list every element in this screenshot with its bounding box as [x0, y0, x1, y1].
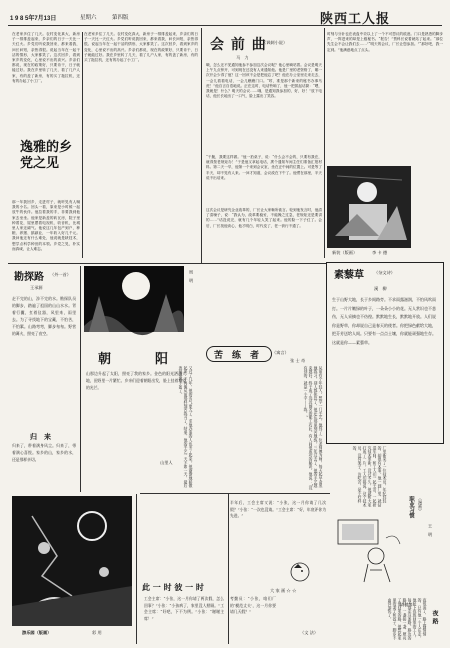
main-story-text: 哦，怎么还不见通知他参不参加这次会议呢？他心里嘀咕着。会议是明天上午九点钟开，可到现在还没有人来通知他。他是厂里的老资格了，哪一次开会少得了他？这一回该不会是把他忘了吧？他在办公室里走来走去，一会儿看看电话，一会儿瞧瞧门口。“哼，准是那个新来的秘书办事马虎！”他自言自语地说。正在这时，电话铃响了，他一把抓起话筒：“喂，我就是！什么？明天的会议……哦，是通知我参加的，好，好！”放下电话，他长长地出了一口气，脸上露出了笑容。	[206, 63, 322, 99]
poem-box-text: 生于山野大地，长于乡间路旁。不求雨露滋润，不怕风吹雨打。一片片嫩绿的叶子，一朵朵小小的花。无人赏识也不悲伤，无人采摘也不彷徨。默默地生长，默默地开放。人们说你是野草，你却说自己是春天的使者。你把绿色献给大地，把芬芳送给人间。只要有一点点土壤，你就能顽强地生存。这就是你——素藜草。	[332, 297, 436, 345]
bottom-section-rule	[140, 493, 330, 494]
lower-divider-3	[228, 494, 229, 644]
lower-divider-2	[136, 494, 137, 644]
main-story-genre: （讽刺小说）	[262, 40, 288, 45]
cartoon-caption: 请稍等！	[400, 602, 417, 607]
main-story-author: 马 力	[236, 55, 249, 60]
kuilianzhe-title: 苦 练 者	[214, 351, 260, 361]
col1-intro-text: 在老家多住了几天。农村变化真大，新房子一排排盖起来，乡亲们的日子一天比一天红火。乡党们听说我回来，都来看我，问长问短，亲热得很。说起当年在一起干活的情形，大家都笑了。这次回乡，看到家乡的变化，心里说不出的高兴。乡亲们都说，现在的政策好，只要肯干，日子就能过好。我在乡里转了几天，看了几户人家，有的盖了新房，有的买了拖拉机，还有的办起了小工厂。	[12, 32, 80, 83]
playground-woodcut-drawing	[12, 496, 132, 626]
wanderer-author: 王承源	[30, 285, 43, 290]
woodcut-playground-image	[12, 496, 132, 626]
col1-story-title: 逸雅的乡党之见	[20, 140, 73, 171]
main-story-text-3: 这次会议是研究企业改革的，厂长让大家畅所欲言。轮到他发言时，他清了清嗓子，说：“我认为，改革要稳妥，不能操之过急，老规矩还是要讲的……”话没说完，就有几个年轻人笑了起来。他的脸一下子红了。会后，厂长找他谈心，他才明白，时代变了，老一套行不通了。	[206, 208, 322, 228]
bottom-cartoon-image	[276, 560, 324, 586]
bottom-story-text: 工会主席：“小张，这一月你请了两次假，怎么回事？”小张：“小孩病了，家里没人照顾。”工会主席：“好吧，下不为例。”小张：“谢谢主席！”	[144, 596, 224, 621]
col1-story-text-b: 在老家多住了几天。农村变化真大，新房子一排排盖起来，乡亲们的日子一天比一天红火。乡党们听说我回来，都来看我，问长问短，亲热得很。说起当年在一起干活的情形，大家都笑了。这次回乡，看到家乡的变化，心里说不出的高兴。乡亲们都说，现在的政策好，只要肯干，日子就能过好。我在乡里转了几天，看了几户人家，有的盖了新房，有的买了拖拉机，还有的办起了小工厂。	[84, 32, 198, 63]
wanderer-sub-title: 归 来	[30, 432, 51, 441]
vertical-story-text: 厂里新来了一位技术员，年纪轻轻的，却很有本事。他一到厂里，就钻进车间，和工人们一起干活，一起研究技术革新。没过多久，他就和大家打成了一片。工人们都说，这个技术员，没有架子，肯吃苦，是个好样的。	[353, 446, 388, 507]
zhaoyang-photo-caption: 山里人	[160, 460, 173, 465]
main-story-text-2: “干脆，我要这样做。”他一拍桌子，说：“什么会不会的，只要有我在，就得按老规矩办！”于是他又拿起电话，挨个通知车间主任们准备汇报材料。第二天一早，他第一个来到会议室，坐在正中间的位置上。可是等了半天，却不见有人来。一问才知道，会议改在下午了。他愣在那里，半天说不出话来。	[206, 155, 322, 180]
cartoon-drawing	[334, 518, 404, 584]
main-story-photo-author: 李 卡 德	[372, 250, 388, 255]
bottom-right-text: 夜很深了，路上静悄悄的，只有他一个人在走。他是下夜班回家的工人，每天都走这条路。路边的路灯，一盏接一盏，照亮了他回家的路。他想起家里的妻子和孩子，脚步不由得加快了。	[388, 598, 428, 640]
wanderer-subtitle: （外一首）	[50, 272, 71, 277]
zhaoyang-author: 周 明	[189, 270, 194, 283]
woodcut-caption-title: 游乐园（版画）	[22, 630, 52, 635]
cartoon-author: 王 明	[428, 524, 433, 537]
masthead-paper-name: 陕西工人报	[320, 12, 391, 27]
right-top-text: 时刻与分针也在表盘中央以上了一个不可思议的痕迹。门口是熟悉的脚步声，一阵进来的却是上级秘书。“报告！”贾科长说着就站了起来。“那位先生会不会让我们去……”“明天的会议，厂长让您参加。”“那好吧，我一定到。”他满意地点了点头。	[327, 32, 443, 52]
top-section-rule	[8, 263, 326, 264]
bottom-right-title: 夜 路	[431, 610, 438, 625]
wanderer-title: 勘探路	[14, 272, 44, 283]
cartoon-image	[334, 518, 404, 584]
masthead-rule	[8, 25, 442, 26]
poem-box-genre: （杂文诗）	[374, 270, 395, 275]
bottom-story-text-2: 半年后，工会主席又说：“小张，这一月你请了几次假？”小张：“一次也没请。”工会主席：“好，年底评你为先进。”	[230, 500, 326, 518]
masthead-date: 1 9 8 5年7月13日	[10, 16, 57, 22]
zhaoyang-image	[84, 266, 184, 332]
wanderer-text: 走不完的山，涉不完的水。勘探队员的脚步，踏遍了祖国的山山水水。背着行囊，扛着仪器，风里来，雨里去。为了寻找地下的宝藏，不怕苦，不怕累。山路弯弯，脚步匆匆。野营的篝火，照亮了夜空。	[12, 296, 76, 336]
main-story-photo	[327, 166, 411, 248]
bottom-story-title: 此 一 时 彼 一 时	[142, 582, 204, 592]
right-col-divider	[324, 28, 325, 258]
wanderer-sub-text: 归来了，带着满身风尘。归来了，带着满心喜悦。家乡的山，家乡的水，还是那样亲切。	[12, 443, 76, 462]
main-story-title: 会 前 曲	[210, 37, 267, 53]
zhaoyang-title: 朝 阳	[98, 352, 175, 367]
cartoon-genre: （漫画）	[418, 496, 423, 513]
kuilianzhe-author: 张 士 奇	[290, 358, 306, 363]
poem-box-title: 素藜草	[334, 270, 364, 281]
bottom-story-text-3: 考勤员：“小张，咱们厂的‘模范丈夫’，这一月你要请几天假？”	[230, 596, 276, 614]
masthead-weekday: 星期六	[80, 15, 97, 21]
col-divider-main	[201, 28, 202, 263]
bottom-story-author: （文 法）	[300, 630, 319, 635]
cartoon-title: 职业习惯	[408, 496, 414, 518]
kuilianzhe-text-2: 又过了几年，他的名气更大了，求他办事的人也多了起来。他渐渐地骄傲起来，不再像从前那样刻苦练习了。结果，他的手艺一天不如一天，最后连徒弟都不如了。	[179, 366, 194, 488]
bottom-right-cartoon-caption: 大 家 画 ☆ ☆	[270, 588, 297, 593]
main-story-photo-caption: 新装（版画）	[332, 250, 358, 255]
masthead-page: 第四版	[112, 15, 129, 21]
poem-box-author: 溪 柳	[374, 286, 387, 291]
col1-divider	[82, 32, 83, 258]
col1-story-text: 那一年我回乡，走进村子，就听见有人喊我的小名。回头一看，原来是小时候一起放牛的伙伴。他拉着我的手，非要我到他家去坐坐。他家是新盖的砖瓦房，院子里种着花，屋里摆着电视机、收音机，比城里人家还阔气。他说这几年包产到户，种粮、养猪、搞副业，一年收入好几千元。我问他还有什么难处，他说就是缺技术，想学点科学种田的本领。乡党之见，朴实而真诚，让人难忘。	[12, 200, 80, 251]
moon-woodcut-image	[84, 266, 184, 332]
zhaoyang-text: 山那边升起了太阳，照亮了我的家乡。金色的阳光洒满大地，田野里一片繁忙。乡亲们迎着朝阳出发，脸上挂着希望的光芒。	[86, 371, 186, 390]
woodcut-new-clothes-image	[327, 166, 411, 248]
rooster-cartoon-drawing	[276, 560, 324, 586]
lower-divider-1	[80, 266, 81, 492]
kuilianzhe-genre: （寓言）	[272, 350, 289, 355]
woodcut-caption-author: 彩 用	[92, 630, 102, 635]
kuilianzhe-text: 从前有个年轻人，想学一门手艺。他拜了一位老师傅为师，每天起早贪黑地练习。别人都休息了，他还在那里刻苦地练。三年过去了，他的手艺越来越好，终于成了远近闻名的能工巧匠。有人问他成功的秘诀，他说：“没有别的，就是一个字——练。”	[304, 366, 324, 490]
